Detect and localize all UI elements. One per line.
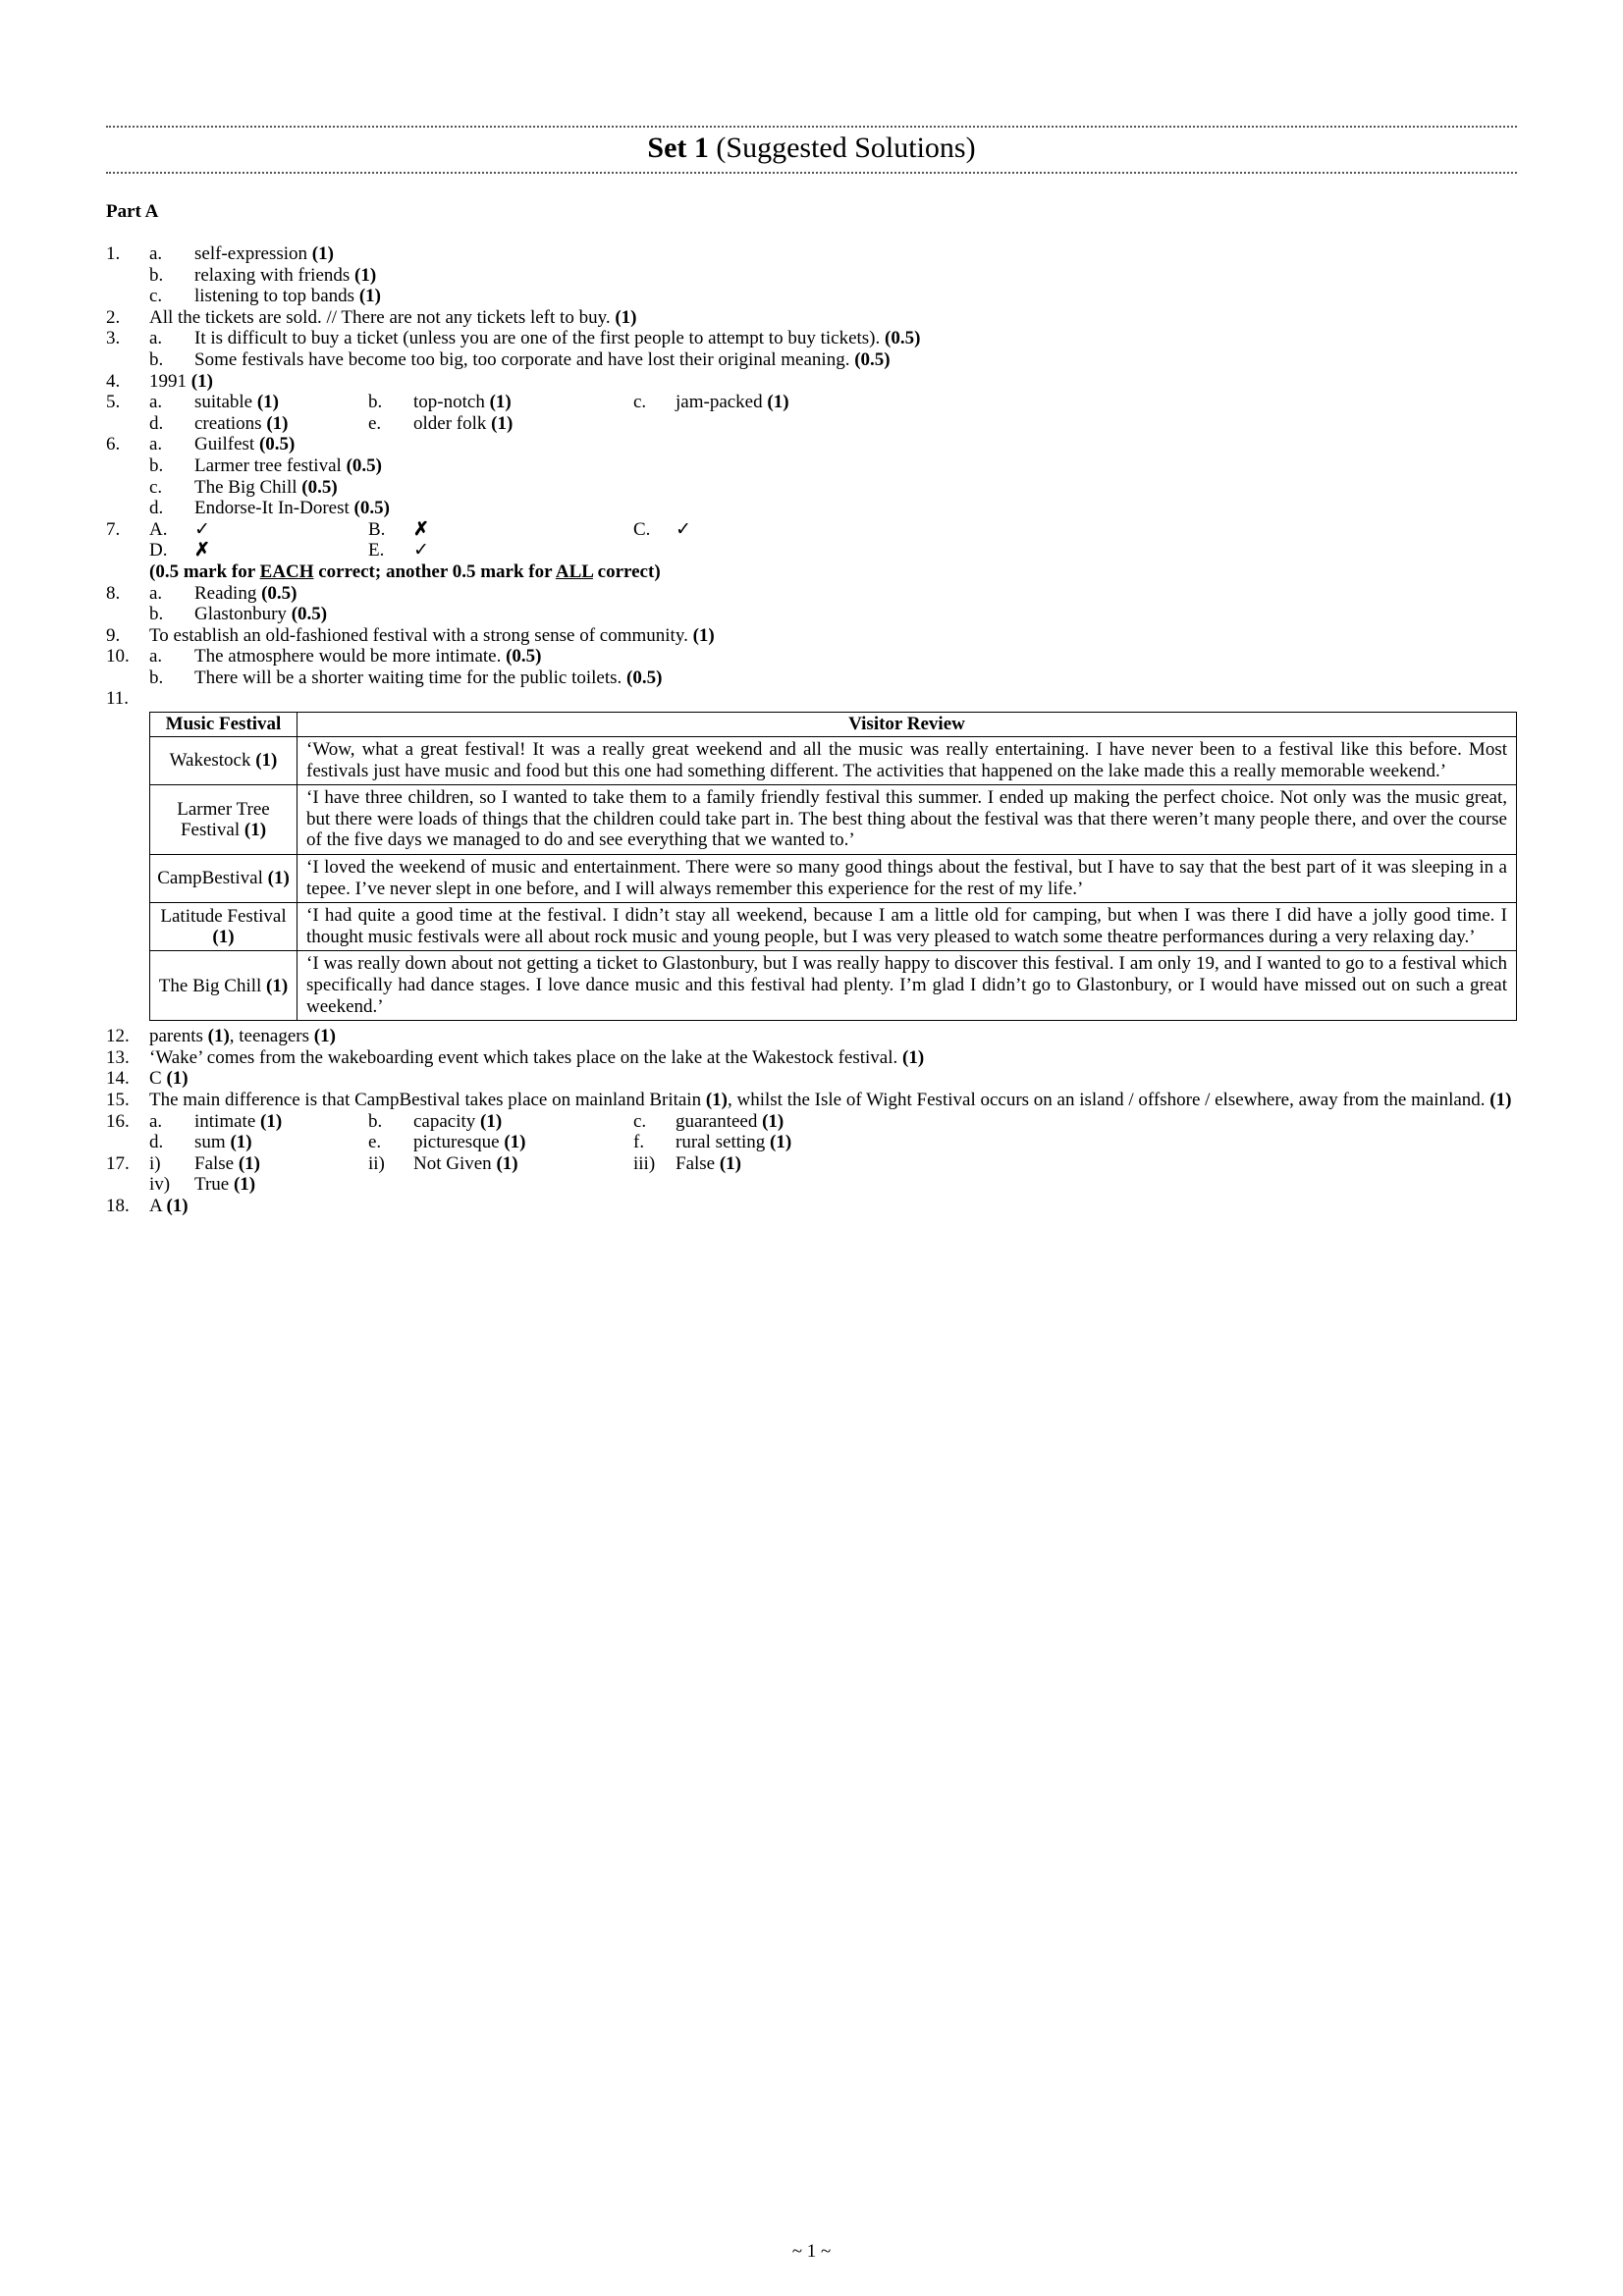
answer-text: top-notch (1) [413, 392, 512, 413]
festival-name: Wakestock (1) [150, 737, 298, 785]
answer-text: suitable (1) [194, 392, 280, 413]
question-number: 1. [106, 243, 121, 264]
answer-text: relaxing with friends (1) [194, 264, 377, 286]
question-number [106, 265, 149, 287]
question-number [106, 1132, 149, 1153]
answer-item-label: B. [368, 518, 386, 540]
answer-row [106, 540, 1517, 561]
answer-row [106, 561, 1517, 583]
answer-text: All the tickets are sold. // There are not any tickets left to buy. (1) [149, 306, 637, 328]
answer-text: C (1) [149, 1068, 189, 1090]
answer-text: 1991 (1) [149, 370, 213, 392]
answer-item-label: E. [368, 540, 385, 561]
title-set-number: Set 1 [647, 132, 709, 164]
answer-item-label: A. [149, 518, 168, 540]
question-number: 10. [106, 646, 130, 667]
answer-row [106, 477, 1517, 499]
page-number: ~ 1 ~ [791, 2241, 832, 2262]
answer-text: picturesque (1) [413, 1132, 526, 1153]
answer-item-label: b. [368, 1110, 383, 1132]
answer-row [106, 519, 1517, 541]
answers-list [106, 243, 1517, 1217]
answer-text: creations (1) [194, 412, 289, 434]
answer-row [106, 583, 1517, 605]
answer-row [106, 349, 1517, 371]
question-number: 6. [106, 434, 121, 455]
answer-row [106, 667, 1517, 689]
answer-row [106, 371, 1517, 393]
answer-row [106, 625, 1517, 647]
answer-row [106, 307, 1517, 329]
festival-name: Larmer Tree Festival (1) [150, 785, 298, 855]
answer-text: Larmer tree festival (0.5) [194, 454, 382, 476]
answer-item-label: e. [368, 412, 382, 434]
question-number: 8. [106, 582, 121, 604]
question-number: 17. [106, 1152, 130, 1174]
answer-item-label: c. [633, 392, 647, 413]
answer-row [106, 1047, 1517, 1069]
answer-text: Not Given (1) [413, 1152, 518, 1174]
answer-item-label: a. [149, 392, 163, 413]
answer-text: False (1) [194, 1152, 261, 1174]
question-number: 15. [106, 1089, 130, 1110]
answer-text: A (1) [149, 1195, 189, 1216]
answer-text: sum (1) [194, 1132, 252, 1153]
question-number: 11. [106, 688, 130, 710]
answer-text: jam-packed (1) [676, 392, 789, 413]
answer-item-label: iii) [633, 1152, 656, 1174]
answer-item-label: b. [149, 604, 164, 625]
answer-item-label: D. [149, 540, 168, 561]
answer-text: capacity (1) [413, 1110, 503, 1132]
answer-row [106, 413, 1517, 435]
table-row [150, 855, 1517, 903]
answer-row [106, 604, 1517, 625]
question-number: 14. [106, 1068, 130, 1090]
question-number: 12. [106, 1026, 130, 1047]
answer-item-label: ii) [368, 1152, 385, 1174]
answer-text: ✓ [413, 540, 429, 561]
answer-text: (0.5 mark for EACH correct; another 0.5 mark for ALL correct) [149, 561, 661, 582]
answer-text: The Big Chill (0.5) [194, 476, 338, 498]
answer-text: self-expression (1) [194, 243, 334, 264]
answer-item-label: d. [149, 1132, 164, 1153]
answer-item-label: c. [633, 1110, 647, 1132]
question-number [106, 349, 149, 371]
table-header-row [150, 713, 1517, 737]
answer-text: True (1) [194, 1174, 256, 1196]
answer-text: parents (1), teenagers (1) [149, 1026, 336, 1047]
answer-text: Reading (0.5) [194, 582, 298, 604]
answer-item-label: a. [149, 434, 163, 455]
answer-text: older folk (1) [413, 412, 514, 434]
question-number [106, 667, 149, 689]
question-number [106, 604, 149, 625]
answer-row [106, 1068, 1517, 1090]
question-number [106, 561, 149, 583]
answer-text: It is difficult to buy a ticket (unless you are one of the first people to attempt to buy tickets). (0.5) [194, 328, 921, 349]
answer-item-label: d. [149, 498, 164, 519]
col-header-visitor-review: Visitor Review [298, 713, 1517, 737]
question-number [106, 498, 149, 519]
question-number: 16. [106, 1110, 130, 1132]
answer-item-label: c. [149, 476, 163, 498]
question-number: 18. [106, 1195, 130, 1216]
section-heading: Part A [106, 201, 159, 222]
title-block [106, 126, 1517, 174]
table-row [150, 737, 1517, 785]
dotted-rule-bottom [106, 172, 1517, 174]
visitor-review: ‘I had quite a good time at the festival. I didn’t stay all weekend, because I am a little old for camping, but when I was there I did have a jolly good time. I thought music festivals were all about rock music and young people, but I was very pleased to watch some theatre performances during a very relaxing day.’ [298, 903, 1517, 951]
answer-item-label: e. [368, 1132, 382, 1153]
answer-item-label: a. [149, 646, 163, 667]
answer-text: Endorse-It In-Dorest (0.5) [194, 498, 390, 519]
answer-row [106, 498, 1517, 519]
visitor-review: ‘I was really down about not getting a ticket to Glastonbury, but I was really happy to discover this festival. I am only 19, and I wanted to go to a festival which specifically had dance stages. I love dance music and this festival had plenty. I’m glad I didn’t go to Glastonbury, or I would have missed out on such a great weekend.’ [298, 951, 1517, 1021]
table-row [150, 951, 1517, 1021]
visitor-review: ‘Wow, what a great festival! It was a really great weekend and all the music was really entertaining. I have never been to a festival like this before. Most festivals just have music and food but this one had something different. The activities that happened on the lake made this a really memorable weekend.’ [298, 737, 1517, 785]
answer-text: rural setting (1) [676, 1132, 792, 1153]
title-subtitle: (Suggested Solutions) [708, 132, 976, 164]
answer-row [106, 455, 1517, 477]
answer-text: ✓ [194, 518, 210, 540]
visitor-review: ‘I loved the weekend of music and entertainment. There were so many good things about the festival, but I have to say that the best part of it was sleeping in a tepee. I’ve never slept in one before, and I will always remember this experience for the rest of my life.’ [298, 855, 1517, 903]
answer-row [106, 1026, 1517, 1047]
answer-row [106, 688, 1517, 710]
answer-item-label: c. [149, 286, 163, 307]
answer-item-label: b. [149, 667, 164, 688]
answer-item-label: b. [149, 264, 164, 286]
question-number: 7. [106, 518, 121, 540]
festival-name: CampBestival (1) [150, 855, 298, 903]
answer-row [106, 1111, 1517, 1133]
answer-text: Some festivals have become too big, too corporate and have lost their original meaning. (0.5) [194, 348, 891, 370]
answer-row [106, 1153, 1517, 1175]
col-header-music-festival: Music Festival [150, 713, 298, 737]
answer-text: ‘Wake’ comes from the wakeboarding event which takes place on the lake at the Wakestock festival. (1) [149, 1046, 925, 1068]
answer-text: guaranteed (1) [676, 1110, 784, 1132]
table-row [150, 785, 1517, 855]
festival-name: Latitude Festival (1) [150, 903, 298, 951]
answer-item-label: a. [149, 582, 163, 604]
answer-text: There will be a shorter waiting time for the public toilets. (0.5) [194, 667, 663, 688]
question-number: 13. [106, 1046, 130, 1068]
answer-text: ✗ [194, 540, 210, 561]
answer-row [106, 646, 1517, 667]
question-number: 4. [106, 370, 121, 392]
question-number [106, 477, 149, 499]
question-number [106, 455, 149, 477]
answer-text: The main difference is that CampBestival takes place on mainland Britain (1), whilst the Isle of Wight Festival occurs on an island / offshore / elsewhere, away from the mainland. (1) [149, 1089, 1512, 1110]
question-number [106, 1174, 149, 1196]
answer-item-label: b. [149, 348, 164, 370]
answer-text: ✓ [676, 518, 691, 540]
question-number [106, 540, 149, 561]
festival-name: The Big Chill (1) [150, 951, 298, 1021]
question-number: 9. [106, 624, 121, 646]
answer-row [106, 286, 1517, 307]
visitor-review: ‘I have three children, so I wanted to take them to a family friendly festival this summer. I ended up making the perfect choice. Not only was the music great, but there were loads of things that the children could take part in. The best thing about the festival was that there weren’t many people there, and over the course of the five days we managed to do and see everything that we wanted to.’ [298, 785, 1517, 855]
answer-item-label: b. [149, 454, 164, 476]
answer-item-label: a. [149, 328, 163, 349]
question-number: 2. [106, 306, 121, 328]
question-number: 5. [106, 392, 121, 413]
answer-row [106, 328, 1517, 349]
festival-review-table-wrap [149, 712, 1517, 1021]
festival-review-table [149, 712, 1517, 1021]
question-number [106, 413, 149, 435]
question-number: 3. [106, 328, 121, 349]
answer-text: ✗ [413, 518, 429, 540]
answer-text: Guilfest (0.5) [194, 434, 296, 455]
answer-row [106, 1132, 1517, 1153]
answer-row [106, 1196, 1517, 1217]
answer-item-label: f. [633, 1132, 645, 1153]
answer-item-label: i) [149, 1152, 161, 1174]
question-number [106, 286, 149, 307]
answer-text: To establish an old-fashioned festival with a strong sense of community. (1) [149, 624, 715, 646]
answer-item-label: b. [368, 392, 383, 413]
answer-item-label: a. [149, 1110, 163, 1132]
answer-row [106, 392, 1517, 413]
answer-text: The atmosphere would be more intimate. (0.5) [194, 646, 542, 667]
answer-text: Glastonbury (0.5) [194, 604, 328, 625]
answer-row [106, 265, 1517, 287]
table-row [150, 903, 1517, 951]
answer-item-label: iv) [149, 1174, 171, 1196]
answer-text: intimate (1) [194, 1110, 283, 1132]
page-title [106, 128, 1517, 172]
answer-row [106, 243, 1517, 265]
answer-row [106, 1090, 1517, 1111]
answer-item-label: C. [633, 518, 651, 540]
answer-item-label: a. [149, 243, 163, 264]
answer-row [106, 434, 1517, 455]
answer-row [106, 1174, 1517, 1196]
answer-text: listening to top bands (1) [194, 286, 381, 307]
answer-text: False (1) [676, 1152, 742, 1174]
answer-item-label: d. [149, 412, 164, 434]
